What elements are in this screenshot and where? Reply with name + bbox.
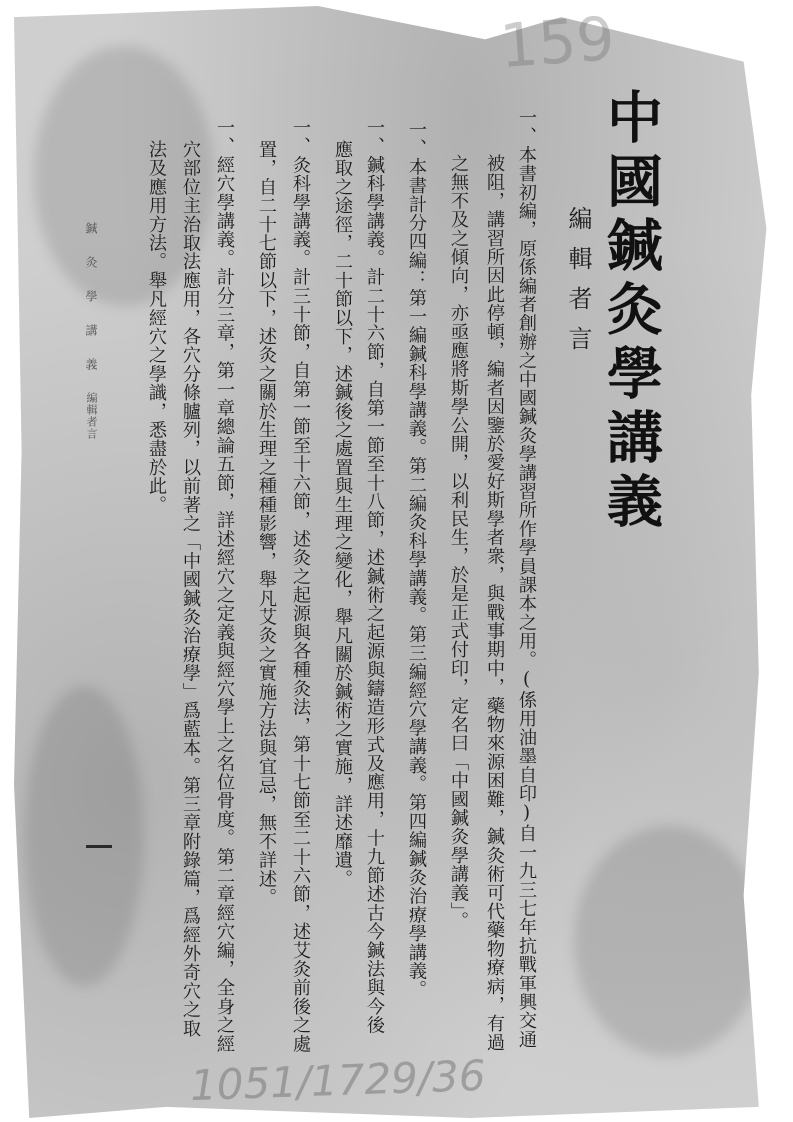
- text-column: 法及應用方法。舉凡經穴之學識，悉盡於此。: [146, 140, 167, 514]
- text-column: 穴部位主治取法應用，各穴分條臚列，以前著之「中國鍼灸治療學」爲藍本。第三章附錄篇，爲經外奇穴之取: [180, 140, 201, 1038]
- margin-book-title: 鍼灸學講義: [84, 222, 98, 392]
- text-column: 一、鍼科學講義。計二十六節，自第一節至十八節，述鍼術之起源與鑄造形式及應用，十九節述古今鍼法與今後: [364, 118, 385, 1035]
- pencil-number-top: 159: [497, 4, 617, 82]
- page-number-mark: [86, 845, 112, 848]
- text-column: 一、本書初編，原係編者創辦之中國鍼灸學講習所作學員課本之用。(係用油墨自印)自一九三七年抗戰軍興交通: [516, 108, 537, 1049]
- stain: [574, 826, 764, 1056]
- text-column: 置，自二十七節以下，述灸之關於生理之種種影響，舉凡艾灸之實施方法與宜忌，無不詳述。: [256, 140, 277, 907]
- text-column: 一、灸科學講義。計三十節，自第一節至十六節，述灸之起源與各種灸法，第十七節至二十六節，述艾灸前後之處: [290, 118, 311, 1053]
- text-column: 應取之途徑，二十節以下，述鍼後之處置與生理之變化，舉凡關於鍼術之實施，詳述靡遺。: [332, 140, 353, 888]
- margin-section-title: 編輯者言: [85, 392, 98, 440]
- text-column: 被阻，講習所因此停頓，編者因鑒於愛好斯學者衆，與戰事期中，藥物來源困難，鍼灸術可代藥物療病，有過: [484, 154, 505, 1052]
- text-column: 一、經穴學講義。計分三章，第一章總論五節，詳述經穴之定義與經穴學上之名位骨度。第二章經穴編，全身之經: [214, 118, 235, 1053]
- section-heading: 編輯者言: [564, 206, 592, 366]
- book-title: 中國鍼灸學講義: [598, 88, 663, 536]
- pencil-catalog-number: 1051/1729/36: [189, 1050, 487, 1111]
- stain: [24, 686, 144, 986]
- text-column: 之無不及之傾向，亦亟應將斯學公開，以利民生，於是正式付印，定名曰「中國鍼灸學講義」。: [448, 154, 469, 931]
- text-column: 一、本書計分四編：第一編鍼科學講義。第二編灸科學講義。第三編經穴學講義。第四編鍼灸治療學講義。: [406, 120, 427, 999]
